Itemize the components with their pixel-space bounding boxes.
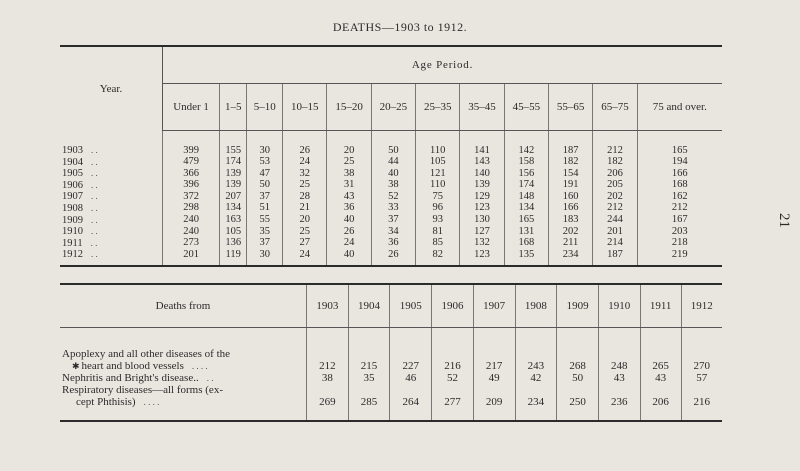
spacer-cell (60, 131, 163, 146)
value-cell: 165 (504, 215, 548, 227)
value-cell: 37 (371, 215, 415, 227)
value-cell: 123 (460, 249, 504, 266)
year-header: Year. (60, 46, 163, 131)
value-cell: 268 (557, 328, 599, 373)
value-cell: 227 (390, 328, 432, 373)
value-cell: 201 (593, 226, 637, 238)
value-cell: 212 (307, 328, 349, 373)
value-cell: 250 (557, 384, 599, 421)
spacer-cell (283, 131, 327, 146)
cause-label-line (62, 396, 306, 408)
value-cell: 212 (593, 145, 637, 157)
value-cell: 35 (348, 372, 390, 384)
value-cell: 167 (671, 214, 688, 226)
value-cell: 215 (348, 328, 390, 373)
value-cell: 269 (307, 384, 349, 421)
value-cell: 194 (671, 156, 688, 168)
year-cell (60, 249, 163, 266)
value-cell: 399 (163, 145, 220, 157)
value-cell: 20 (327, 145, 371, 157)
value-cell: 298 (163, 203, 220, 215)
leader-dots: . . (91, 226, 98, 237)
age-column-header: 15–20 (327, 84, 371, 131)
year-cell (60, 226, 163, 238)
spacer-cell (220, 131, 247, 146)
value-cell: 82 (416, 249, 460, 266)
value-cell: 20 (283, 215, 327, 227)
spacer-cell (416, 131, 460, 146)
value-cell: 206 (593, 168, 637, 180)
spacer-cell (163, 131, 220, 146)
spacer-row (60, 131, 722, 146)
value-cell: 134 (504, 203, 548, 215)
value-cell: 43 (327, 191, 371, 203)
age-column-header: 10–15 (283, 84, 327, 131)
year-label: 1906 (62, 179, 83, 191)
causes-header-row (60, 284, 722, 328)
value-cell: 141 (460, 145, 504, 157)
value-cell: 214 (593, 238, 637, 250)
value-cell: 42 (515, 372, 557, 384)
leader-dots: . . . . (191, 361, 208, 371)
value-cell: 182 (593, 157, 637, 169)
value-cell: 240 (163, 226, 220, 238)
table-row (60, 180, 722, 192)
value-cell: 183 (548, 215, 592, 227)
value-cell: 50 (557, 372, 599, 384)
value-cell: 52 (432, 372, 474, 384)
value-cell: 265 (640, 328, 681, 373)
value-cell: 30 (247, 145, 283, 157)
table-row (60, 145, 722, 157)
value-cell: 201 (163, 249, 220, 266)
value-cell: 270 (693, 360, 711, 372)
value-cell: 49 (473, 372, 515, 384)
value-cell: 273 (163, 238, 220, 250)
year-label: 1903 (62, 145, 83, 156)
value-cell: 105 (416, 157, 460, 169)
value-cell: 129 (460, 191, 504, 203)
value-cell: 211 (548, 238, 592, 250)
leader-dots: . . (91, 168, 98, 179)
value-cell: 37 (247, 238, 283, 250)
leader-dots: . . (91, 156, 98, 167)
value-cell: 121 (416, 168, 460, 180)
year-cell (60, 157, 163, 169)
value-cell: 43 (598, 372, 640, 384)
spacer-cell (327, 131, 371, 146)
value-cell: 40 (327, 249, 371, 266)
value-cell: 26 (283, 145, 327, 157)
year-label: 1908 (62, 202, 83, 214)
value-cell: 140 (460, 168, 504, 180)
value-cell: 162 (671, 190, 688, 202)
age-column-header: 65–75 (593, 84, 637, 131)
value-cell: 139 (460, 180, 504, 192)
value-cell: 50 (247, 180, 283, 192)
value-cell: 156 (504, 168, 548, 180)
value-cell: 127 (460, 226, 504, 238)
value-cell: 43 (640, 372, 681, 384)
value-cell: 236 (598, 384, 640, 421)
page-title (0, 20, 800, 35)
year-label: 1911 (62, 237, 83, 249)
value-cell: 206 (640, 384, 681, 421)
value-cell: 119 (220, 249, 247, 266)
value-cell: 24 (283, 157, 327, 169)
value-cell: 24 (283, 249, 327, 266)
year-label: 1905 (62, 168, 83, 180)
year-label: 1910 (62, 226, 83, 238)
value-cell: 155 (220, 145, 247, 157)
value-cell: 31 (327, 180, 371, 192)
value-cell: 110 (416, 180, 460, 192)
age-column-header: 75 and over. (637, 84, 722, 131)
spacer-cell (247, 131, 283, 146)
age-column-header: 45–55 (504, 84, 548, 131)
value-cell: 264 (390, 384, 432, 421)
value-cell: 154 (548, 168, 592, 180)
table-row (60, 372, 722, 384)
value-cell: 216 (681, 384, 722, 421)
table-row (60, 226, 722, 238)
value-cell: 37 (247, 191, 283, 203)
cause-label-text: heart and blood vessels (81, 360, 184, 372)
value-cell: 131 (504, 226, 548, 238)
value-cell: 234 (548, 249, 592, 266)
value-cell: 26 (371, 249, 415, 266)
leader-dots: . . (91, 214, 98, 225)
value-cell: 123 (460, 203, 504, 215)
age-column-header: Under 1 (163, 84, 220, 131)
value-cell: 36 (371, 238, 415, 250)
value-cell: 160 (548, 191, 592, 203)
year-column-header: 1904 (348, 284, 390, 328)
value-cell: 203 (671, 225, 688, 237)
value-cell: 174 (504, 180, 548, 192)
cause-label-line: Nephritis and Bright's disease.. . . (62, 372, 214, 384)
year-column-header: 1903 (307, 284, 349, 328)
value-cell: 36 (327, 203, 371, 215)
table-row (60, 203, 722, 215)
value-cell: 35 (247, 226, 283, 238)
table-row (60, 215, 722, 227)
value-cell: 25 (283, 180, 327, 192)
value-cell: 191 (548, 180, 592, 192)
table-row (60, 157, 722, 169)
age-column-header: 55–65 (548, 84, 592, 131)
value-cell: 28 (283, 191, 327, 203)
title-text: DEATHS—1903 to 1912. (332, 20, 468, 34)
value-cell: 240 (163, 215, 220, 227)
value-cell: 25 (283, 226, 327, 238)
value-cell: 52 (371, 191, 415, 203)
year-label: 1907 (62, 191, 83, 203)
value-cell: 142 (504, 145, 548, 157)
year-cell (60, 191, 163, 203)
year-column-header: 1912 (681, 284, 722, 328)
age-column-header: 25–35 (416, 84, 460, 131)
value-cell: 75 (416, 191, 460, 203)
year-column-header: 1910 (598, 284, 640, 328)
value-cell: 216 (432, 328, 474, 373)
age-period-header: Age Period. (163, 46, 723, 84)
value-cell: 285 (348, 384, 390, 421)
year-cell (60, 168, 163, 180)
value-cell: 166 (548, 203, 592, 215)
age-column-header: 5–10 (247, 84, 283, 131)
value-cell: 244 (593, 215, 637, 227)
cause-label-line: Apoplexy and all other diseases of the (62, 348, 231, 360)
value-cell: 143 (460, 157, 504, 169)
value-cell: 47 (247, 168, 283, 180)
value-cell: 202 (548, 226, 592, 238)
cause-label (60, 328, 307, 373)
year-label: 1909 (62, 214, 83, 226)
value-cell: 38 (327, 168, 371, 180)
value-cell: 55 (247, 215, 283, 227)
value-cell: 243 (515, 328, 557, 373)
value-cell: 209 (473, 384, 515, 421)
leader-dots: . . (91, 191, 98, 202)
table-row (60, 191, 722, 203)
causes-table (60, 283, 722, 422)
spacer-cell (460, 131, 504, 146)
value-cell: 168 (504, 238, 548, 250)
value-cell: 202 (593, 191, 637, 203)
age-column-header: 20–25 (371, 84, 415, 131)
value-cell: 166 (671, 167, 688, 179)
value-cell: 187 (548, 145, 592, 157)
page-number: 21 (776, 213, 792, 228)
value-cell: 33 (371, 203, 415, 215)
deaths-from-header: Deaths from (60, 284, 307, 328)
value-cell: 136 (220, 238, 247, 250)
value-cell: 139 (220, 180, 247, 192)
value-cell: 96 (416, 203, 460, 215)
year-cell (60, 145, 163, 157)
value-cell: 130 (460, 215, 504, 227)
value-cell: 81 (416, 226, 460, 238)
year-column-header: 1907 (473, 284, 515, 328)
spacer-cell (371, 131, 415, 146)
cause-label-line: Respiratory diseases—all forms (ex- (62, 384, 223, 396)
value-cell: 134 (220, 203, 247, 215)
value-cell: 38 (371, 180, 415, 192)
table-row (60, 168, 722, 180)
value-cell: 212 (593, 203, 637, 215)
value-cell: 207 (220, 191, 247, 203)
age-period-table (60, 45, 722, 267)
value-cell: 396 (163, 180, 220, 192)
value-cell: 38 (307, 372, 349, 384)
value-cell: 218 (671, 237, 688, 249)
value-cell: 26 (327, 226, 371, 238)
value-cell: 132 (460, 238, 504, 250)
cause-label-line (62, 360, 306, 372)
value-cell: 46 (390, 372, 432, 384)
value-cell: 27 (283, 238, 327, 250)
year-label: 1912 (62, 249, 83, 261)
year-column-header: 1911 (640, 284, 681, 328)
age-column-header: 35–45 (460, 84, 504, 131)
value-cell: 174 (220, 157, 247, 169)
value-cell: 234 (515, 384, 557, 421)
value-cell: 182 (548, 157, 592, 169)
leader-dots: . . (90, 237, 98, 248)
year-cell (60, 180, 163, 192)
value-cell: 93 (416, 215, 460, 227)
year-column-header: 1905 (390, 284, 432, 328)
table-row (60, 328, 722, 373)
value-cell: 212 (671, 202, 688, 214)
value-cell: 51 (247, 203, 283, 215)
year-label: 1904 (62, 156, 83, 168)
value-cell: 40 (371, 168, 415, 180)
value-cell: 44 (371, 157, 415, 169)
age-column-header: 1–5 (220, 84, 247, 131)
value-cell: 248 (598, 328, 640, 373)
value-cell: 219 (637, 249, 722, 266)
value-cell: 366 (163, 168, 220, 180)
value-cell: 50 (371, 145, 415, 157)
spacer-cell (593, 131, 637, 146)
cause-label (60, 372, 307, 384)
table-row (60, 238, 722, 250)
value-cell: 479 (163, 157, 220, 169)
value-cell: 163 (220, 215, 247, 227)
value-cell: 57 (696, 372, 708, 384)
year-column-header: 1908 (515, 284, 557, 328)
leader-dots: . . (91, 145, 98, 155)
year-cell (60, 203, 163, 215)
value-cell: 24 (327, 238, 371, 250)
value-cell: 110 (416, 145, 460, 157)
value-cell: 135 (504, 249, 548, 266)
asterisk-icon: ✱ (72, 361, 80, 371)
leader-dots: . . . . (143, 397, 160, 407)
value-cell: 372 (163, 191, 220, 203)
value-cell: 168 (671, 179, 688, 191)
table-row (60, 249, 722, 266)
value-cell: 187 (593, 249, 637, 266)
leader-dots: . . (91, 179, 98, 190)
year-cell (60, 215, 163, 227)
value-cell: 53 (247, 157, 283, 169)
value-cell: 32 (283, 168, 327, 180)
value-cell: 21 (283, 203, 327, 215)
value-cell: 34 (371, 226, 415, 238)
value-cell: 277 (432, 384, 474, 421)
cause-label (60, 384, 307, 421)
year-column-header: 1909 (557, 284, 599, 328)
leader-dots: . . (91, 249, 98, 260)
value-cell: 205 (593, 180, 637, 192)
year-column-header: 1906 (432, 284, 474, 328)
value-cell: 139 (220, 168, 247, 180)
value-cell: 105 (220, 226, 247, 238)
value-cell: 30 (247, 249, 283, 266)
value-cell: 25 (327, 157, 371, 169)
cause-label-text: cept Phthisis) (76, 396, 136, 408)
value-cell: 40 (327, 215, 371, 227)
value-cell: 148 (504, 191, 548, 203)
leader-dots: . . (91, 202, 98, 213)
spacer-cell (637, 131, 722, 146)
value-cell: 165 (671, 144, 688, 156)
year-cell (60, 238, 163, 250)
spacer-cell (548, 131, 592, 146)
spacer-cell (504, 131, 548, 146)
value-cell: 158 (504, 157, 548, 169)
table-row (60, 384, 722, 421)
value-cell: 85 (416, 238, 460, 250)
value-cell: 217 (473, 328, 515, 373)
leader-dots: . . (206, 373, 214, 383)
